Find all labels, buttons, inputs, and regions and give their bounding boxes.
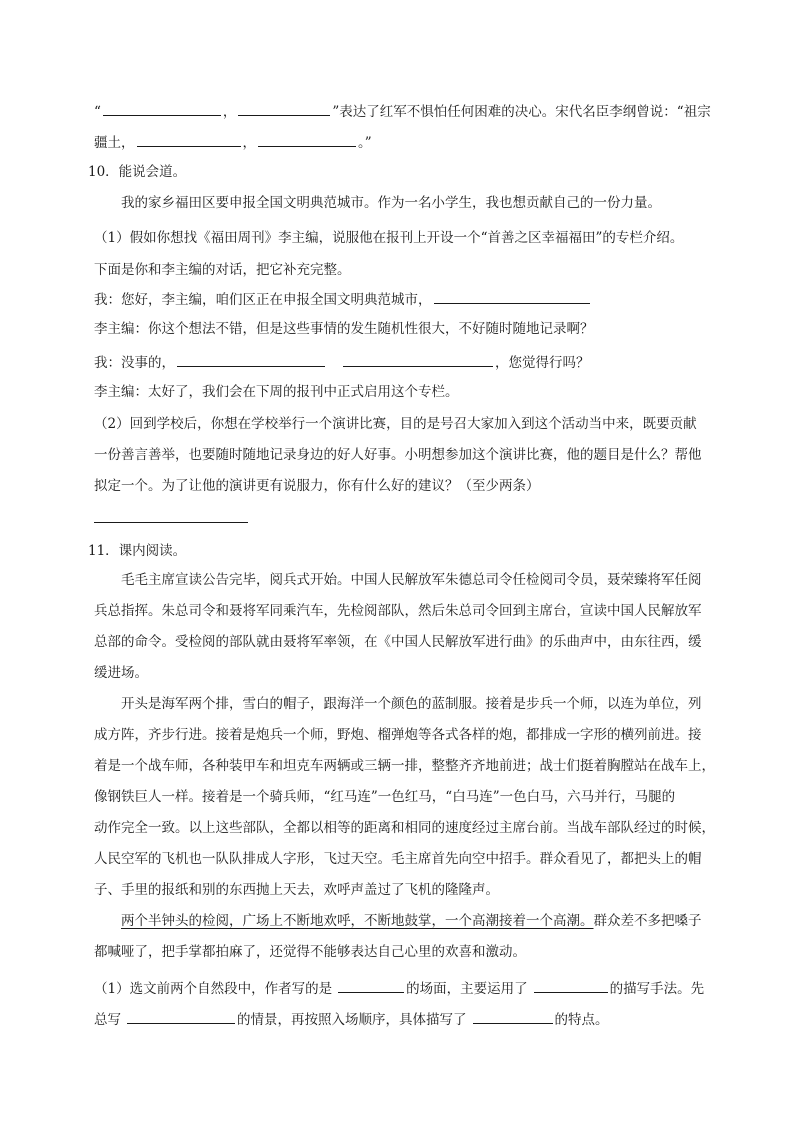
q11-p3-line1 [121,911,702,931]
q11-p2-line: 子、手里的报纸和别的东西抛上天去，欢呼声盖过了飞机的隆隆声。 [94,882,499,898]
q10-part2-line2: 一份善言善举，也要随时随地记录身边的好人好事。小明想参加这个演讲比赛，他的题目是什么？帮他 [94,447,702,463]
q11-sub1-line1 [94,977,704,999]
q11-p2-line: 着是一个战车师，各种装甲车和坦克车两辆或三辆一排，整整齐齐地前进；战士们挺着胸膛站在战车上， [94,758,715,774]
q11-sub1-line2 [94,1008,609,1030]
q10-part1-line2: 下面是你和李主编的对话，把它补充完整。 [94,262,351,278]
q9-open-quote: “ [94,104,101,120]
q11-heading: 11．课内阅读。 [88,543,187,559]
q11-answer-blank-2[interactable] [534,977,608,993]
q11-sub1-text-b: 的场面，主要运用了 [406,981,528,997]
q11-p2-line: 成方阵，齐步行进。接着是炮兵一个师，野炮、榴弹炮等各式各样的炮，都排成一字形的横列前进。接 [94,727,702,743]
q11-sub1-text-d: 总写 [94,1012,121,1028]
q10-me1-text: 我：您好，李主编，咱们区正在申报全国文明典范城市， [94,292,432,308]
q9-answer-blank-4[interactable] [258,131,356,147]
q9-line-2 [94,131,372,153]
q10-part2-line3: 拟定一个。为了让他的演讲更有说服力，你有什么好的建议？（至少两条） [94,478,540,494]
q11-p3-rest: 群众差不多把嗓子 [593,913,702,929]
q10-answer-blank-3[interactable] [343,351,493,367]
q11-p1-line: 毛毛主席宣读公告完毕，阅兵式开始。中国人民解放军朱德总司令任检阅司令员，聂荣臻将军任阅 [121,572,702,588]
q11-p2-line: 开头是海军两个排，雪白的帽子，跟海洋一个颜色的蓝制服。接着是步兵一个师，以连为单位，列 [121,696,702,712]
q11-p2-line: 人民空军的飞机也一队队排成人字形，飞过天空。毛主席首先向空中招手。群众看见了，都把头上的帽 [94,851,702,867]
q10-part2-answer-line [94,507,248,529]
q10-part2-line1: （2）回到学校后，你想在学校举行一个演讲比赛，目的是号召大家加入到这个活动当中来，既要贡献 [94,416,697,432]
q9-answer-blank-3[interactable] [137,131,241,147]
q11-p2-line: 动作完全一致。以上这些部队，全都以相等的距离和相同的速度经过主席台前。当战车部队经过的时候， [94,820,715,836]
q11-p2-line: 像钢铁巨人一样。接着是一个骑兵师，“红马连”一色红马，“白马连”一色白马，六马并行，马腿的 [94,789,676,805]
q11-answer-blank-3[interactable] [127,1008,235,1024]
q10-answer-blank-1[interactable] [434,288,590,304]
q10-me2-end: ，您觉得行吗？ [495,355,590,371]
q9-line2-comma: ， [242,135,256,151]
q10-answer-blank-4[interactable] [94,507,248,523]
q11-p1-line: 兵总指挥。朱总司令和聂将军同乘汽车，先检阅部队，然后朱总司令回到主席台，宣读中国人民解放军 [94,603,702,619]
q11-sub1-text-a: （1）选文前两个自然段中，作者写的是 [94,981,333,997]
q10-answer-blank-2[interactable] [177,351,325,367]
q9-answer-blank-1[interactable] [103,100,221,116]
q9-line2-end: 。” [358,135,372,151]
q10-heading: 10．能说会道。 [88,164,187,180]
q9-comma: ， [222,104,237,120]
q10-me2-start: 我：没事的， [94,355,175,371]
q11-p1-line: 缓进场。 [94,665,148,681]
q11-p3-line2: 都喊哑了，把手掌都拍麻了，还觉得不能够表达自己心里的欢喜和激动。 [94,944,526,960]
q9-line2-start: 疆土， [94,135,135,151]
q10-part1-line1: （1）假如你想找《福田周刊》李主编，说服他在报刊上开设一个“首善之区幸福福田”的专栏介绍。 [94,230,684,246]
q11-underlined-sentence: 两个半钟头的检阅，广场上不断地欢呼，不断地鼓掌，一个高潮接着一个高潮。 [121,913,594,929]
q11-sub1-text-f: 的特点。 [554,1012,609,1028]
q10-dialog-editor-2: 李主编：太好了，我们会在下周的报刊中正式启用这个专栏。 [94,384,459,400]
q9-line1-text: ”表达了红军不惧怕任何困难的决心。宋代名臣李纲曾说：“祖宗 [332,104,711,120]
q11-sub1-text-c: 的描写手法。先 [609,981,705,997]
q10-dialog-me-2 [94,351,590,373]
q11-answer-blank-1[interactable] [338,977,404,993]
q10-intro: 我的家乡福田区要申报全国文明典范城市。作为一名小学生，我也想贡献自己的一份力量。 [121,195,661,211]
q10-dialog-editor-1: 李主编：你这个想法不错，但是这些事情的发生随机性很大，不好随时随地记录啊？ [94,321,594,337]
q10-dialog-me-1 [94,288,592,310]
q9-line-1 [94,100,711,122]
q11-sub1-text-e: 的情景，再按照入场顺序，具体描写了 [237,1012,467,1028]
q11-answer-blank-4[interactable] [473,1008,553,1024]
q11-p1-line: 总部的命令。受检阅的部队就由聂将军率领，在《中国人民解放军进行曲》的乐曲声中，由东往西，缓 [94,634,702,650]
q9-answer-blank-2[interactable] [238,100,330,116]
